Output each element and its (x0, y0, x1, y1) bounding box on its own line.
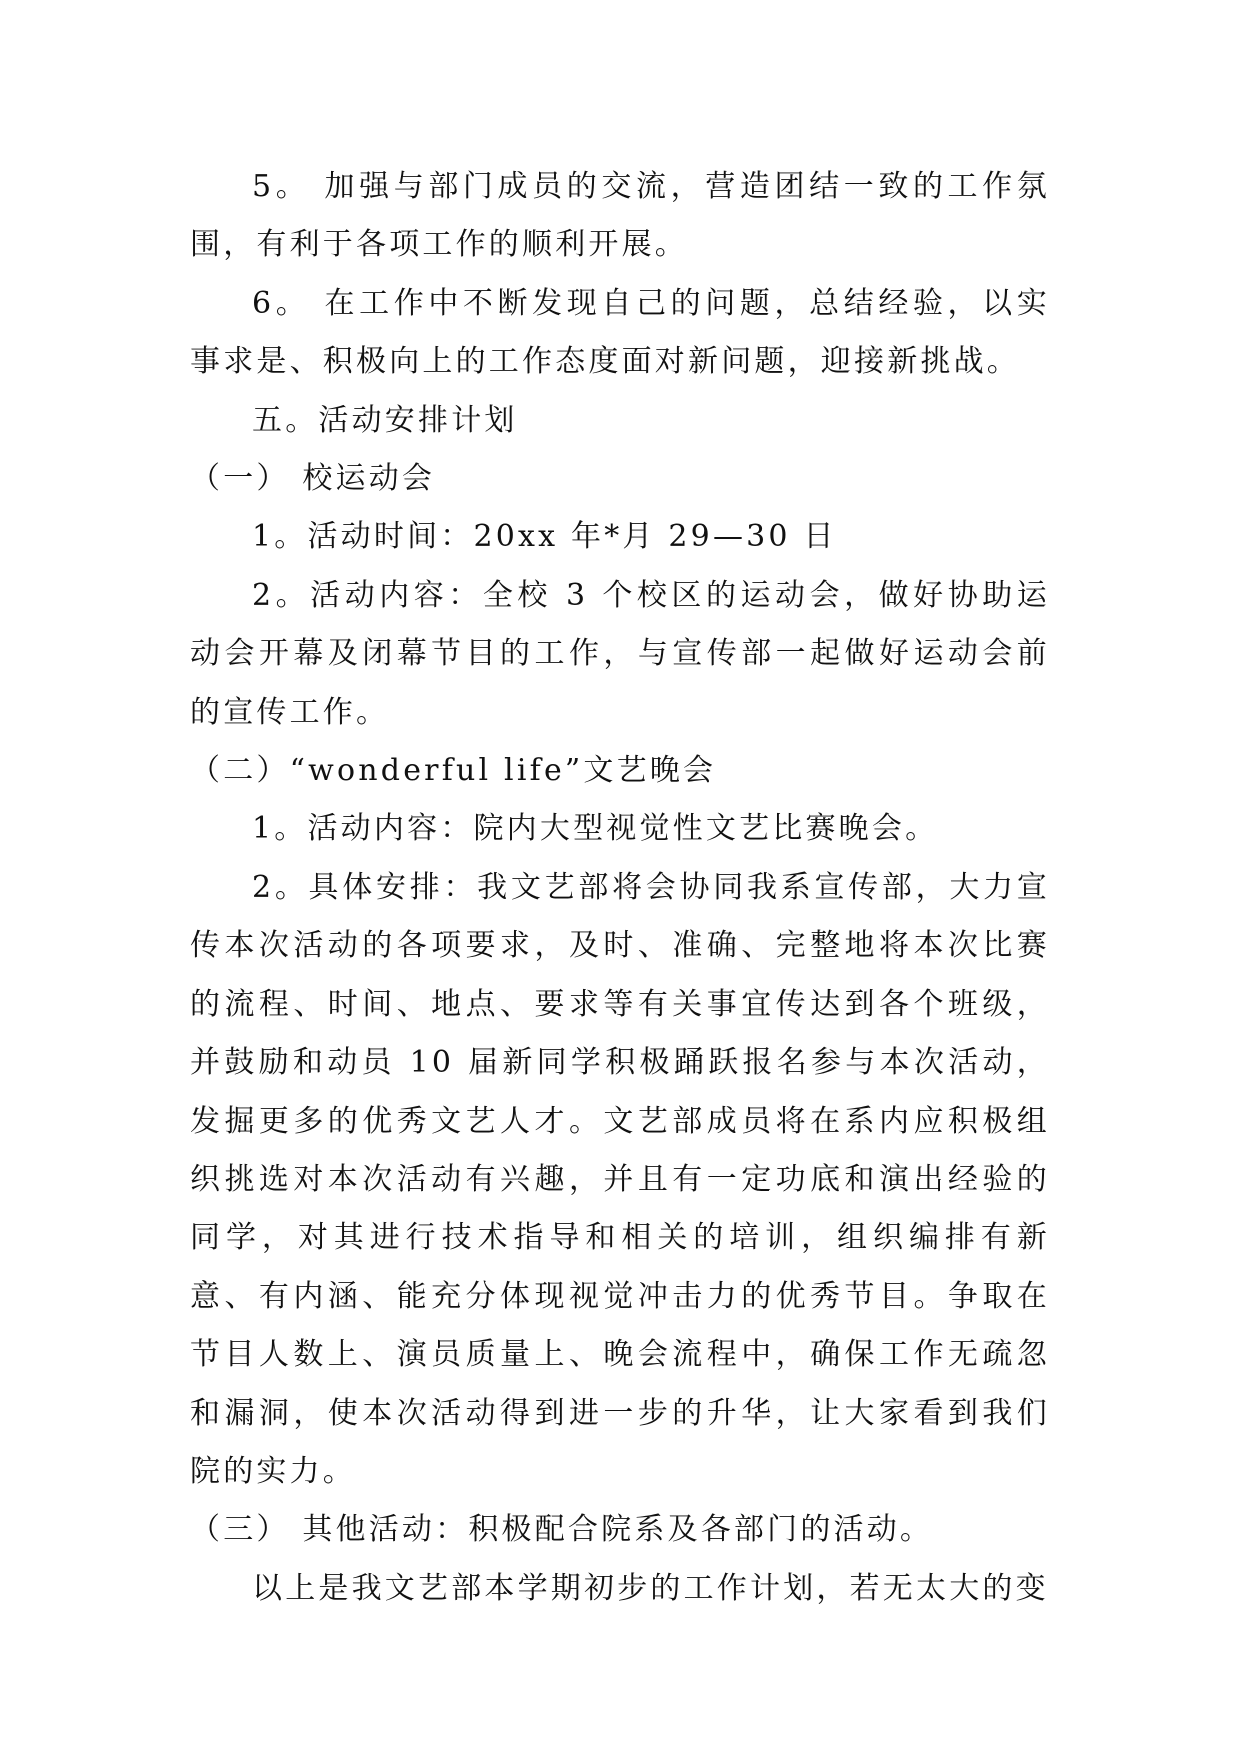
paragraph-item-6: 6。 在工作中不断发现自己的问题，总结经验，以实事求是、积极向上的工作态度面对新问题，迎接新挑战。 (190, 285, 1050, 380)
paragraph-evening-content: 1。活动内容：院内大型视觉性文艺比赛晚会。 (252, 811, 939, 847)
paragraph-conclusion: 以上是我文艺部本学期初步的工作计划，若无太大的变 (252, 1570, 1049, 1606)
paragraph-evening-arrangement: 2。具体安排：我文艺部将会协同我系宣传部，大力宣传本次活动的各项要求，及时、准确、完整地将本次比赛的流程、时间、地点、要求等有关事宜传达到各个班级，并鼓励和动员 10 届新同学积极踊跃报名参与本次活动，发掘更多的优秀文艺人才。文艺部成员将在系内应积极组织挑选对本次活动有兴趣，并且有一定功底和演出经验的同学，对其进行技术指导和相关的培训，组织编排有新意、有内涵、能充分体现视觉冲击力的优秀节目。争取在节目人数上、演员质量上、晚会流程中，确保工作无疏忽和漏洞，使本次活动得到进一步的升华，让大家看到我们院的实力。 (190, 869, 1050, 1489)
section-heading-activity-plan: 五。活动安排计划 (252, 402, 518, 438)
paragraph-sports-content: 2。活动内容：全校 3 个校区的运动会，做好协助运动会开幕及闭幕节目的工作，与宣传部一起做好运动会前的宣传工作。 (190, 577, 1050, 730)
subheading-art-evening: （二）“wonderful life”文艺晚会 (190, 753, 717, 789)
subheading-sports-meet: （一） 校运动会 (190, 461, 436, 497)
subheading-other-activities: （三） 其他活动：积极配合院系及各部门的活动。 (190, 1512, 934, 1548)
document-body (190, 158, 1050, 1618)
paragraph-sports-time: 1。活动时间：20xx 年*月 29—30 日 (252, 519, 837, 555)
paragraph-item-5: 5。 加强与部门成员的交流，营造团结一致的工作氛围，有利于各项工作的顺利开展。 (190, 169, 1050, 263)
